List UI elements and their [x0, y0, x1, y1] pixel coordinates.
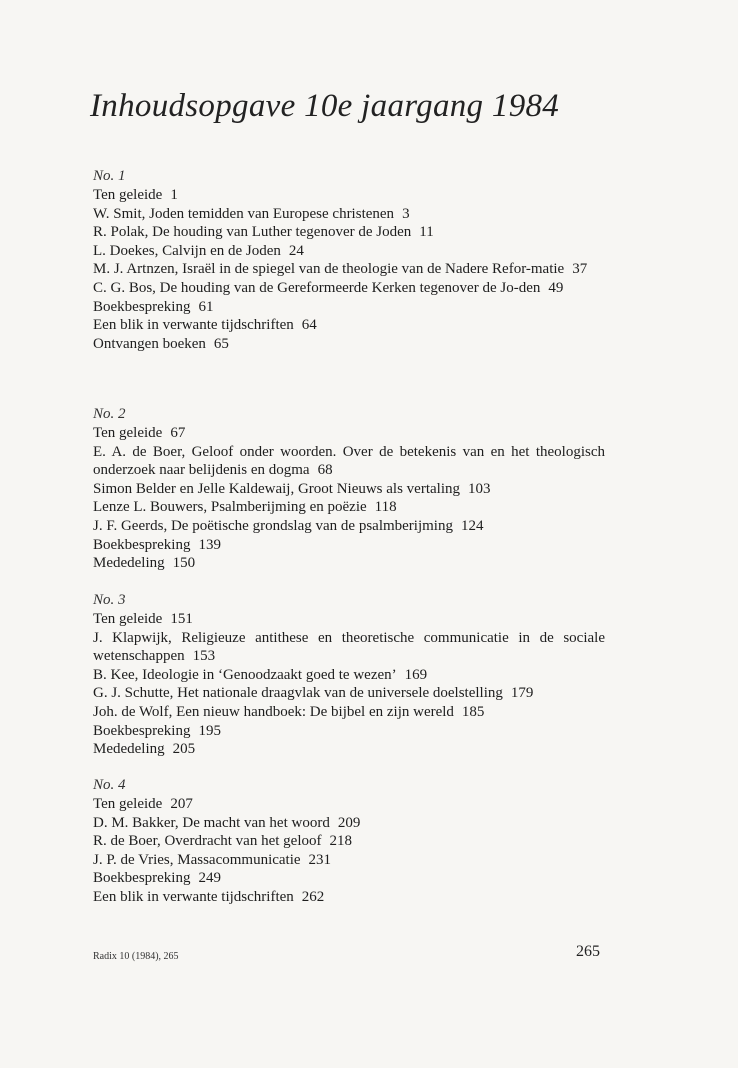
toc-entry [93, 316, 605, 335]
entry-text: W. Smit, Joden temidden van Europese christenen [93, 205, 395, 222]
issue-section [93, 591, 605, 759]
toc-entry [93, 498, 605, 517]
entry-text: J. P. de Vries, Massacommunicatie [93, 851, 301, 868]
entry-page: 65 [213, 335, 229, 352]
entry-page: 37 [572, 261, 588, 278]
entry-text: R. de Boer, Overdracht van het geloof [93, 833, 322, 850]
entry-text: G. J. Schutte, Het nationale draagvlak van de universele doelstelling [93, 685, 503, 702]
issue-heading: No. 3 [93, 592, 126, 608]
entry-page: 61 [198, 298, 214, 315]
issue-heading: No. 4 [93, 777, 126, 793]
toc-entry [93, 517, 605, 536]
entry-page: 249 [198, 870, 221, 887]
entry-text: Ten geleide [93, 796, 163, 812]
toc-entry [93, 629, 605, 666]
toc-entry [93, 223, 605, 242]
entry-text: J. Klapwijk, Religieuze antithese en theoretische communicatie in de sociale wetenschappen [93, 629, 605, 665]
entry-text: D. M. Bakker, De macht van het woord [93, 814, 330, 831]
toc-entry [93, 740, 605, 759]
toc-entry [93, 722, 605, 741]
toc-entry [93, 554, 605, 573]
entry-text: M. J. Artnzen, Israël in de spiegel van de theologie van de Nadere Refor-matie [93, 261, 565, 278]
entry-text: Ten geleide [93, 187, 163, 203]
entry-page: 169 [404, 666, 428, 683]
issue-section [93, 776, 605, 907]
entry-text: Joh. de Wolf, Een nieuw handboek: De bijbel en zijn wereld [93, 703, 454, 720]
toc-entry [93, 814, 605, 833]
toc-entry [93, 279, 605, 298]
entry-text: Een blik in verwante tijdschriften [93, 888, 294, 905]
entry-text: C. G. Bos, De houding van de Gereformeerde Kerken tegenover de Jo-den [93, 279, 541, 296]
entry-page: 68 [317, 462, 333, 479]
entry-page: 179 [510, 685, 534, 702]
entry-text: L. Doekes, Calvijn en de Joden [93, 242, 281, 259]
entry-text: Ten geleide [93, 611, 163, 627]
toc-entry [93, 851, 605, 870]
toc-entry [93, 610, 605, 629]
entry-page: 139 [198, 536, 221, 553]
toc-entry [93, 242, 605, 261]
footer-page-number: 265 [576, 943, 600, 960]
entry-page: 153 [192, 648, 216, 665]
entry-text: E. A. de Boer, Geloof onder woorden. Over de betekenis van en het theologisch onderzoek naar belijdenis en dogma [93, 443, 605, 479]
entry-page: 64 [301, 317, 317, 334]
entry-text: J. F. Geerds, De poëtische grondslag van de psalmberijming [93, 517, 453, 534]
toc-entry [93, 424, 605, 443]
entry-page: 49 [548, 279, 564, 296]
entry-page: 262 [301, 888, 325, 905]
page-title: Inhoudsopgave 10e jaargang 1984 [90, 88, 560, 124]
toc-entry [93, 536, 605, 555]
entry-page: 150 [172, 555, 196, 572]
entry-page: 209 [337, 814, 361, 831]
entry-page: 207 [170, 796, 193, 812]
toc-entry [93, 869, 605, 888]
toc-entry [93, 795, 605, 814]
entry-page: 124 [460, 517, 484, 534]
toc-entry [93, 480, 605, 499]
entry-text: Mededeling [93, 555, 165, 572]
entry-page: 3 [402, 205, 410, 222]
entry-text: R. Polak, De houding van Luther tegenover de Joden [93, 224, 412, 241]
toc-entry [93, 666, 605, 685]
entry-page: 205 [172, 741, 196, 758]
entry-text: Boekbespreking [93, 870, 191, 887]
entry-text: Boekbespreking [93, 298, 191, 315]
entry-page: 11 [419, 224, 434, 241]
entry-page: 195 [198, 722, 221, 739]
entry-page: 24 [288, 242, 304, 259]
issue-section [93, 405, 605, 573]
entry-text: Mededeling [93, 741, 165, 758]
entry-page: 118 [374, 499, 397, 516]
entry-page: 218 [329, 833, 352, 850]
issue-heading: No. 2 [93, 406, 126, 422]
entry-text: Boekbespreking [93, 536, 191, 553]
toc-entry [93, 684, 605, 703]
issue-heading: No. 1 [93, 168, 126, 184]
entry-page: 231 [308, 851, 332, 868]
entry-text: B. Kee, Ideologie in ‘Genoodzaakt goed te wezen’ [93, 666, 397, 683]
toc-entry [93, 832, 605, 851]
entry-page: 103 [468, 480, 491, 497]
entry-text: Ten geleide [93, 425, 163, 441]
entry-page: 1 [170, 187, 178, 203]
toc-entry [93, 186, 605, 205]
toc-entry [93, 888, 605, 907]
entry-text: Lenze L. Bouwers, Psalmberijming en poëzie [93, 499, 367, 516]
entry-page: 185 [461, 703, 485, 720]
toc-entry [93, 335, 605, 354]
entry-page: 151 [170, 611, 193, 627]
entry-text: Boekbespreking [93, 722, 191, 739]
entry-text: Simon Belder en Jelle Kaldewaij, Groot Nieuws als vertaling [93, 480, 460, 497]
entry-page: 67 [170, 425, 186, 441]
toc-entry [93, 703, 605, 722]
entry-text: Ontvangen boeken [93, 335, 206, 352]
entry-text: Een blik in verwante tijdschriften [93, 317, 294, 334]
issue-section [93, 167, 605, 353]
toc-entry [93, 260, 605, 279]
toc-entry [93, 205, 605, 224]
footer-citation: Radix 10 (1984), 265 [93, 951, 179, 962]
toc-entry [93, 443, 605, 480]
toc-entry [93, 298, 605, 317]
